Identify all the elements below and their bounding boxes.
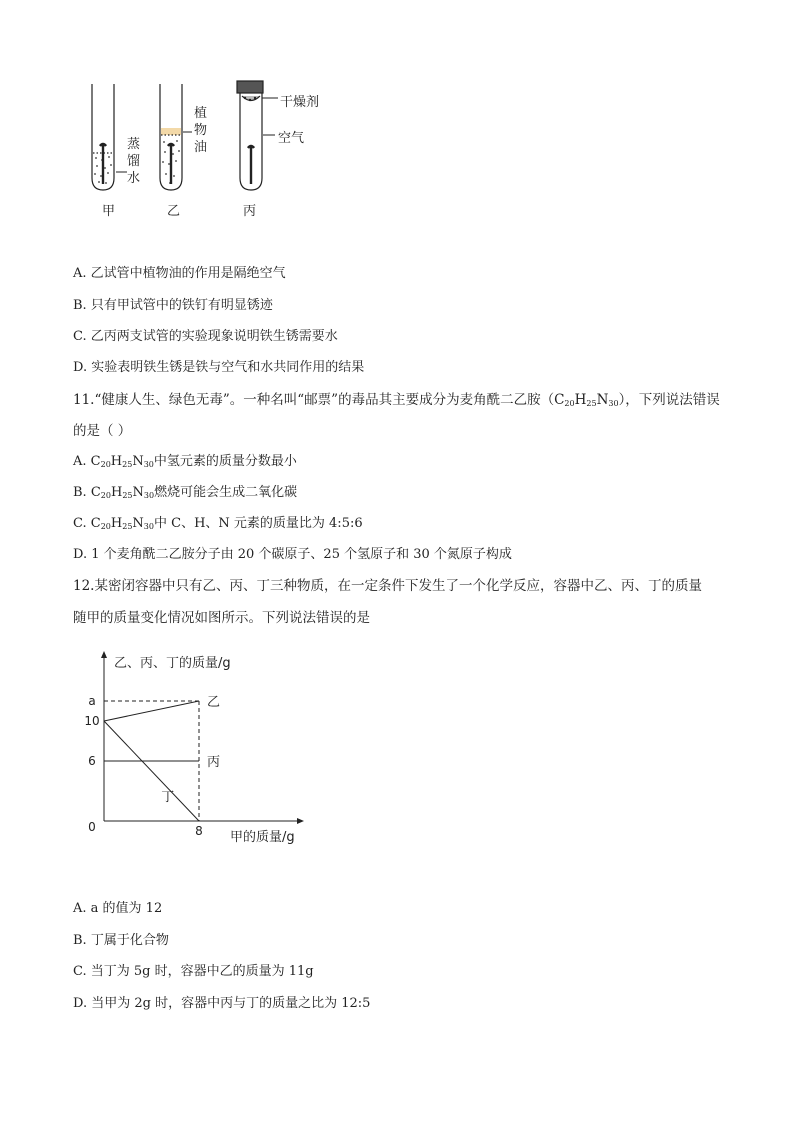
q10-option-a: A. 乙试管中植物油的作用是隔绝空气 [73, 266, 286, 281]
option-prefix: A. [73, 454, 91, 469]
mass-chart [80, 645, 340, 855]
q11-option-c [73, 515, 363, 536]
y-tick-label: a [88, 694, 96, 708]
label-tube-b: 乙 [167, 204, 181, 219]
label-tube-c: 丙 [243, 204, 257, 219]
formula-el: C [90, 485, 101, 500]
formula-sub: 20 [100, 491, 111, 500]
y-tick-label: 10 [84, 714, 100, 728]
y-tick-label: 0 [88, 820, 96, 834]
formula-sub: 25 [122, 491, 133, 500]
formula-sub: 20 [100, 460, 111, 469]
series-label-bing: 丙 [207, 755, 221, 770]
formula-el: N [132, 516, 144, 531]
tube-b [160, 84, 182, 190]
formula-sub: 30 [143, 491, 155, 500]
q12-stem-line2: 随甲的质量变化情况如图所示。下列说法错误的是 [73, 610, 370, 626]
q11-stem-text: ），下列说法错误 [618, 392, 720, 408]
formula-sub: 30 [143, 522, 154, 531]
formula-el: H [110, 485, 123, 500]
option-text: 中 C、H、N 元素的质量比为 4:5:6 [153, 516, 363, 531]
q10-option-d: D. 实验表明铁生锈是铁与空气和水共同作用的结果 [73, 360, 365, 375]
q12-option-b: B. 丁属于化合物 [73, 933, 169, 948]
y-tick-label: 6 [88, 754, 96, 768]
label-desiccant: 干燥剂 [280, 95, 320, 110]
series-line-1 [104, 701, 199, 721]
label-tube-a: 甲 [102, 204, 116, 219]
q12-stem-line1: 12.某密闭容器中只有乙、丙、丁三种物质，在一定条件下发生了一个化学反应，容器中乙、丙、丁的质量 [73, 578, 702, 594]
formula-el: N [596, 392, 609, 408]
x-axis-label: 甲的质量/g [230, 830, 295, 845]
formula-el: N [132, 485, 144, 500]
formula-el: H [110, 516, 123, 531]
formula-sub: 30 [143, 460, 154, 469]
tube-c [237, 81, 263, 190]
q11-option-d: D. 1 个麦角酰二乙胺分子由 20 个碳原子、25 个氢原子和 30 个氮原子构成 [73, 547, 512, 562]
q12-option-c: C. 当丁为 5g 时，容器中乙的质量为 11g [73, 964, 314, 979]
x-tick-label: 8 [195, 824, 203, 838]
option-prefix: C. [73, 516, 91, 531]
series-line-3 [104, 721, 199, 821]
q11-stem-line1 [73, 391, 720, 413]
x-axis-arrow [297, 818, 304, 824]
label-water: 蒸 馏 水 [127, 137, 141, 186]
y-axis-arrow [101, 651, 107, 658]
q12-option-a: A. a 的值为 12 [73, 901, 163, 916]
label-air: 空气 [278, 131, 305, 146]
series-label-ding: 丁 [161, 790, 175, 805]
y-axis-label: 乙、丙、丁的质量/g [114, 656, 231, 671]
label-oil: 植 物 油 [194, 106, 208, 155]
formula-sub: 20 [564, 399, 575, 408]
formula-sub: 20 [100, 522, 111, 531]
q12-option-d: D. 当甲为 2g 时，容器中丙与丁的质量之比为 12:5 [73, 996, 371, 1011]
q11-option-a [73, 453, 297, 474]
q11-stem-text: 11.“健康人生、绿色无毒”。一种名叫“邮票”的毒品其主要成分为麦角酰二乙胺（C [73, 392, 565, 408]
option-text: 中氢元素的质量分数最小 [153, 454, 297, 469]
formula-el: H [110, 454, 123, 469]
formula-sub: 25 [122, 522, 133, 531]
formula-el: C [90, 516, 101, 531]
formula-el: N [132, 454, 144, 469]
q10-option-c: C. 乙丙两支试管的实验现象说明铁生锈需要水 [73, 329, 338, 344]
formula-el: H [574, 392, 587, 408]
formula-sub: 25 [586, 399, 597, 408]
option-text: 燃烧可能会生成二氧化碳 [154, 485, 298, 500]
formula-el: C [90, 454, 101, 469]
q11-option-b [73, 484, 297, 505]
tube-a [92, 84, 114, 190]
option-prefix: B. [73, 485, 91, 500]
q11-stem-line2: 的是（ ） [73, 423, 132, 439]
series-label-yi: 乙 [207, 695, 221, 710]
q10-option-b: B. 只有甲试管中的铁钉有明显锈迹 [73, 298, 273, 313]
formula-sub: 25 [122, 460, 133, 469]
formula-sub: 30 [608, 399, 619, 408]
